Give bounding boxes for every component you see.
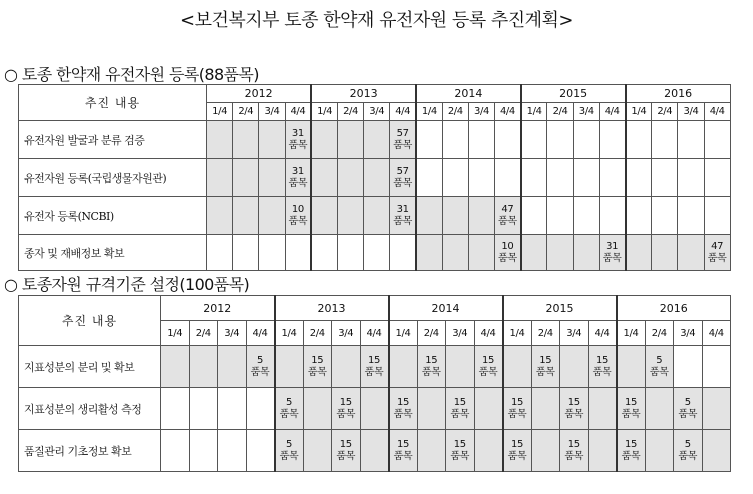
quarter-header: 2/4 — [652, 103, 678, 121]
schedule-cell — [233, 235, 259, 271]
schedule-cell — [259, 197, 285, 235]
item-count: 31 — [291, 165, 304, 177]
quarter-header: 1/4 — [521, 103, 547, 121]
schedule-cell — [337, 121, 363, 159]
schedule-cell — [495, 159, 521, 197]
quarter-header: 4/4 — [702, 321, 731, 346]
item-count: 57 — [396, 165, 409, 177]
table-row — [19, 197, 731, 235]
schedule-cell — [303, 346, 332, 388]
item-count: 15 — [367, 354, 381, 366]
item-unit: 품목 — [279, 450, 299, 462]
schedule-cell — [474, 430, 503, 472]
schedule-cell — [218, 430, 247, 472]
schedule-cell — [617, 388, 646, 430]
quarter-header: 1/4 — [311, 103, 337, 121]
column-header-content: 추진 내용 — [19, 296, 161, 346]
schedule-cell — [161, 388, 190, 430]
schedule-cell — [617, 430, 646, 472]
item-unit: 품목 — [364, 366, 384, 378]
item-unit: 품목 — [678, 408, 698, 420]
quarter-header: 4/4 — [588, 321, 617, 346]
quarter-header: 3/4 — [332, 321, 361, 346]
schedule-cell — [588, 430, 617, 472]
item-unit: 품목 — [336, 450, 356, 462]
item-count: 57 — [396, 127, 409, 139]
item-count: 5 — [285, 438, 293, 450]
item-unit: 품목 — [678, 450, 698, 462]
item-count: 15 — [567, 438, 580, 450]
quarter-header: 1/4 — [416, 103, 442, 121]
quarter-header: 3/4 — [560, 321, 589, 346]
year-header: 2015 — [503, 296, 617, 321]
quarter-header: 3/4 — [364, 103, 390, 121]
item-count: 47 — [501, 203, 514, 215]
schedule-cell — [207, 235, 233, 271]
item-unit: 품목 — [336, 408, 356, 420]
quarter-header: 2/4 — [547, 103, 573, 121]
schedule-cell — [531, 346, 560, 388]
quarter-header: 2/4 — [189, 321, 218, 346]
schedule-cell — [702, 346, 731, 388]
schedule-cell — [416, 121, 442, 159]
year-header: 2014 — [389, 296, 503, 321]
quarter-header: 2/4 — [233, 103, 259, 121]
item-unit: 품목 — [507, 408, 527, 420]
quarter-header: 4/4 — [704, 103, 730, 121]
schedule-cell — [417, 430, 446, 472]
schedule-cell — [652, 235, 678, 271]
schedule-cell — [337, 235, 363, 271]
schedule-cell — [275, 388, 304, 430]
quarter-header: 1/4 — [626, 103, 652, 121]
schedule-cell — [503, 388, 532, 430]
row-label: 품질관리 기초정보 확보 — [19, 430, 161, 472]
item-count: 15 — [453, 396, 466, 408]
schedule-cell — [474, 346, 503, 388]
row-label: 종자 및 재배정보 확보 — [19, 235, 207, 271]
schedule-cell — [468, 159, 494, 197]
item-count: 15 — [539, 354, 552, 366]
schedule-cell — [360, 430, 389, 472]
schedule-cell — [702, 388, 731, 430]
item-count: 15 — [510, 396, 524, 408]
schedule-cell — [503, 430, 532, 472]
year-header: 2016 — [626, 85, 731, 103]
item-count: 15 — [567, 396, 580, 408]
schedule-cell — [285, 235, 311, 271]
row-label: 지표성분의 분리 및 확보 — [19, 346, 161, 388]
item-count: 15 — [481, 354, 495, 366]
item-count: 15 — [595, 354, 609, 366]
item-unit: 품목 — [288, 215, 308, 227]
page-title: <보건복지부 토종 한약재 유전자원 등록 추진계획> — [179, 10, 574, 31]
item-unit: 품목 — [535, 366, 555, 378]
quarter-header: 1/4 — [503, 321, 532, 346]
schedule-cell — [560, 388, 589, 430]
year-header: 2012 — [207, 85, 312, 103]
item-unit: 품목 — [621, 450, 641, 462]
schedule-cell — [389, 346, 418, 388]
schedule-cell — [311, 121, 337, 159]
schedule-cell — [547, 121, 573, 159]
item-unit: 품목 — [621, 408, 641, 420]
item-count: 10 — [291, 203, 304, 215]
row-label: 유전자원 발굴과 분류 검증 — [19, 121, 207, 159]
schedule-cell — [285, 159, 311, 197]
schedule-cell — [626, 235, 652, 271]
schedule-cell — [547, 159, 573, 197]
quarter-header: 3/4 — [218, 321, 247, 346]
schedule-cell — [626, 159, 652, 197]
quarter-header: 2/4 — [442, 103, 468, 121]
quarter-header: 3/4 — [446, 321, 475, 346]
schedule-cell — [246, 430, 275, 472]
quarter-header: 4/4 — [285, 103, 311, 121]
schedule-cell — [364, 197, 390, 235]
schedule-cell — [207, 121, 233, 159]
quarter-header: 4/4 — [360, 321, 389, 346]
item-count: 15 — [396, 438, 410, 450]
item-unit: 품목 — [602, 252, 622, 264]
year-header: 2013 — [275, 296, 389, 321]
schedule-cell — [218, 388, 247, 430]
quarter-header: 4/4 — [474, 321, 503, 346]
schedule-cell — [416, 197, 442, 235]
schedule-cell — [337, 197, 363, 235]
schedule-cell — [704, 197, 730, 235]
year-header: 2014 — [416, 85, 521, 103]
schedule-cell — [161, 430, 190, 472]
year-header: 2012 — [161, 296, 275, 321]
row-label: 유전자 등록(NCBI) — [19, 197, 207, 235]
table-row — [19, 235, 731, 271]
item-unit: 품목 — [279, 408, 299, 420]
schedule-cell — [468, 121, 494, 159]
quarter-header: 1/4 — [389, 321, 418, 346]
schedule-cell — [560, 430, 589, 472]
schedule-cell — [189, 430, 218, 472]
schedule-cell — [468, 235, 494, 271]
item-count: 5 — [256, 354, 264, 366]
standards-plan-table — [18, 295, 731, 472]
schedule-cell — [442, 235, 468, 271]
schedule-cell — [311, 235, 337, 271]
schedule-cell — [360, 346, 389, 388]
year-header: 2013 — [311, 85, 416, 103]
quarter-header: 4/4 — [246, 321, 275, 346]
schedule-cell — [652, 121, 678, 159]
schedule-cell — [446, 430, 475, 472]
schedule-cell — [495, 235, 521, 271]
schedule-cell — [218, 346, 247, 388]
schedule-cell — [531, 388, 560, 430]
schedule-cell — [652, 159, 678, 197]
row-label: 지표성분의 생리활성 측정 — [19, 388, 161, 430]
schedule-cell — [626, 197, 652, 235]
item-unit: 품목 — [450, 450, 470, 462]
item-count: 15 — [510, 438, 524, 450]
schedule-cell — [303, 430, 332, 472]
item-count: 5 — [656, 354, 663, 366]
schedule-cell — [332, 388, 361, 430]
schedule-cell — [560, 346, 589, 388]
schedule-cell — [417, 388, 446, 430]
item-unit: 품목 — [450, 408, 470, 420]
schedule-cell — [285, 121, 311, 159]
schedule-cell — [704, 121, 730, 159]
quarter-header: 3/4 — [674, 321, 703, 346]
quarter-header: 2/4 — [417, 321, 446, 346]
schedule-cell — [442, 159, 468, 197]
item-unit: 품목 — [649, 366, 669, 378]
schedule-cell — [704, 235, 730, 271]
schedule-cell — [360, 388, 389, 430]
schedule-cell — [645, 388, 674, 430]
schedule-cell — [521, 121, 547, 159]
schedule-cell — [207, 159, 233, 197]
column-header-content: 추진 내용 — [19, 85, 207, 121]
schedule-cell — [599, 235, 625, 271]
schedule-cell — [474, 388, 503, 430]
quarter-header: 2/4 — [303, 321, 332, 346]
schedule-cell — [704, 159, 730, 197]
schedule-cell — [547, 235, 573, 271]
schedule-cell — [521, 159, 547, 197]
year-header: 2015 — [521, 85, 626, 103]
schedule-cell — [332, 430, 361, 472]
schedule-cell — [390, 197, 416, 235]
schedule-cell — [588, 346, 617, 388]
schedule-cell — [364, 235, 390, 271]
schedule-cell — [446, 346, 475, 388]
item-unit: 품목 — [564, 450, 584, 462]
schedule-cell — [674, 388, 703, 430]
schedule-cell — [161, 346, 190, 388]
quarter-header: 4/4 — [495, 103, 521, 121]
item-unit: 품목 — [288, 139, 308, 151]
item-unit: 품목 — [498, 252, 517, 264]
schedule-cell — [416, 159, 442, 197]
table-row — [19, 388, 731, 430]
schedule-cell — [275, 346, 304, 388]
schedule-cell — [599, 121, 625, 159]
schedule-cell — [233, 197, 259, 235]
schedule-cell — [495, 197, 521, 235]
item-unit: 품목 — [421, 366, 441, 378]
quarter-header: 2/4 — [645, 321, 674, 346]
table-row — [19, 430, 731, 472]
schedule-cell — [389, 430, 418, 472]
item-count: 15 — [453, 438, 466, 450]
schedule-cell — [678, 159, 704, 197]
year-header: 2016 — [617, 296, 731, 321]
quarter-header: 4/4 — [599, 103, 625, 121]
schedule-cell — [573, 235, 599, 271]
schedule-cell — [311, 159, 337, 197]
table-row — [19, 121, 731, 159]
schedule-cell — [285, 197, 311, 235]
schedule-cell — [573, 121, 599, 159]
item-count: 31 — [396, 203, 409, 215]
schedule-cell — [207, 197, 233, 235]
schedule-cell — [246, 346, 275, 388]
quarter-header: 2/4 — [531, 321, 560, 346]
item-count: 15 — [339, 438, 352, 450]
schedule-cell — [521, 235, 547, 271]
schedule-cell — [364, 159, 390, 197]
schedule-cell — [678, 197, 704, 235]
item-count: 31 — [606, 240, 619, 252]
item-count: 31 — [291, 127, 304, 139]
item-count: 5 — [285, 396, 293, 408]
schedule-cell — [573, 197, 599, 235]
schedule-cell — [246, 388, 275, 430]
schedule-cell — [337, 159, 363, 197]
schedule-cell — [588, 388, 617, 430]
schedule-cell — [573, 159, 599, 197]
item-count: 15 — [396, 396, 410, 408]
item-unit: 품목 — [564, 408, 584, 420]
schedule-cell — [674, 430, 703, 472]
quarter-header: 2/4 — [337, 103, 363, 121]
schedule-cell — [503, 346, 532, 388]
quarter-header: 1/4 — [617, 321, 646, 346]
quarter-header: 1/4 — [161, 321, 190, 346]
schedule-cell — [389, 388, 418, 430]
item-unit: 품목 — [250, 366, 270, 378]
item-unit: 품목 — [498, 215, 517, 227]
row-label: 유전자원 등록(국립생물자원관) — [19, 159, 207, 197]
item-unit: 품목 — [393, 177, 413, 189]
schedule-cell — [259, 159, 285, 197]
schedule-cell — [417, 346, 446, 388]
table-row — [19, 159, 731, 197]
quarter-header: 3/4 — [573, 103, 599, 121]
item-count: 15 — [624, 438, 638, 450]
schedule-cell — [599, 197, 625, 235]
item-count: 10 — [501, 240, 514, 252]
schedule-cell — [442, 197, 468, 235]
schedule-cell — [617, 346, 646, 388]
item-count: 15 — [425, 354, 438, 366]
schedule-cell — [303, 388, 332, 430]
item-count: 5 — [684, 396, 691, 408]
schedule-cell — [674, 346, 703, 388]
section-heading-standards: ○ 토종자원 규격기준 설정(100품목) — [4, 275, 250, 294]
quarter-header: 3/4 — [678, 103, 704, 121]
item-count: 15 — [624, 396, 638, 408]
schedule-cell — [311, 197, 337, 235]
schedule-cell — [645, 430, 674, 472]
quarter-header: 4/4 — [390, 103, 416, 121]
item-unit: 품목 — [507, 450, 527, 462]
schedule-cell — [259, 121, 285, 159]
schedule-cell — [390, 159, 416, 197]
item-unit: 품목 — [393, 450, 413, 462]
schedule-cell — [645, 346, 674, 388]
schedule-cell — [416, 235, 442, 271]
item-unit: 품목 — [592, 366, 612, 378]
schedule-cell — [233, 121, 259, 159]
schedule-cell — [442, 121, 468, 159]
schedule-cell — [189, 346, 218, 388]
item-unit: 품목 — [288, 177, 308, 189]
item-unit: 품목 — [707, 252, 727, 264]
item-count: 5 — [684, 438, 691, 450]
schedule-cell — [189, 388, 218, 430]
schedule-cell — [652, 197, 678, 235]
schedule-cell — [678, 121, 704, 159]
schedule-cell — [446, 388, 475, 430]
schedule-cell — [531, 430, 560, 472]
item-count: 15 — [339, 396, 352, 408]
item-unit: 품목 — [478, 366, 498, 378]
schedule-cell — [599, 159, 625, 197]
schedule-cell — [364, 121, 390, 159]
schedule-cell — [702, 430, 731, 472]
item-count: 15 — [311, 354, 324, 366]
schedule-cell — [259, 235, 285, 271]
schedule-cell — [468, 197, 494, 235]
table-row — [19, 346, 731, 388]
quarter-header: 3/4 — [259, 103, 285, 121]
schedule-cell — [547, 197, 573, 235]
schedule-cell — [275, 430, 304, 472]
schedule-cell — [678, 235, 704, 271]
registration-plan-table — [18, 84, 731, 271]
item-count: 47 — [711, 240, 724, 252]
section-heading-registration: ○ 토종 한약재 유전자원 등록(88품목) — [4, 65, 259, 84]
item-unit: 품목 — [393, 215, 413, 227]
schedule-cell — [495, 121, 521, 159]
quarter-header: 1/4 — [207, 103, 233, 121]
schedule-cell — [332, 346, 361, 388]
schedule-cell — [233, 159, 259, 197]
schedule-cell — [626, 121, 652, 159]
item-unit: 품목 — [307, 366, 327, 378]
item-unit: 품목 — [393, 139, 413, 151]
schedule-cell — [521, 197, 547, 235]
quarter-header: 1/4 — [275, 321, 304, 346]
schedule-cell — [390, 121, 416, 159]
item-unit: 품목 — [393, 408, 413, 420]
schedule-cell — [390, 235, 416, 271]
quarter-header: 3/4 — [468, 103, 494, 121]
